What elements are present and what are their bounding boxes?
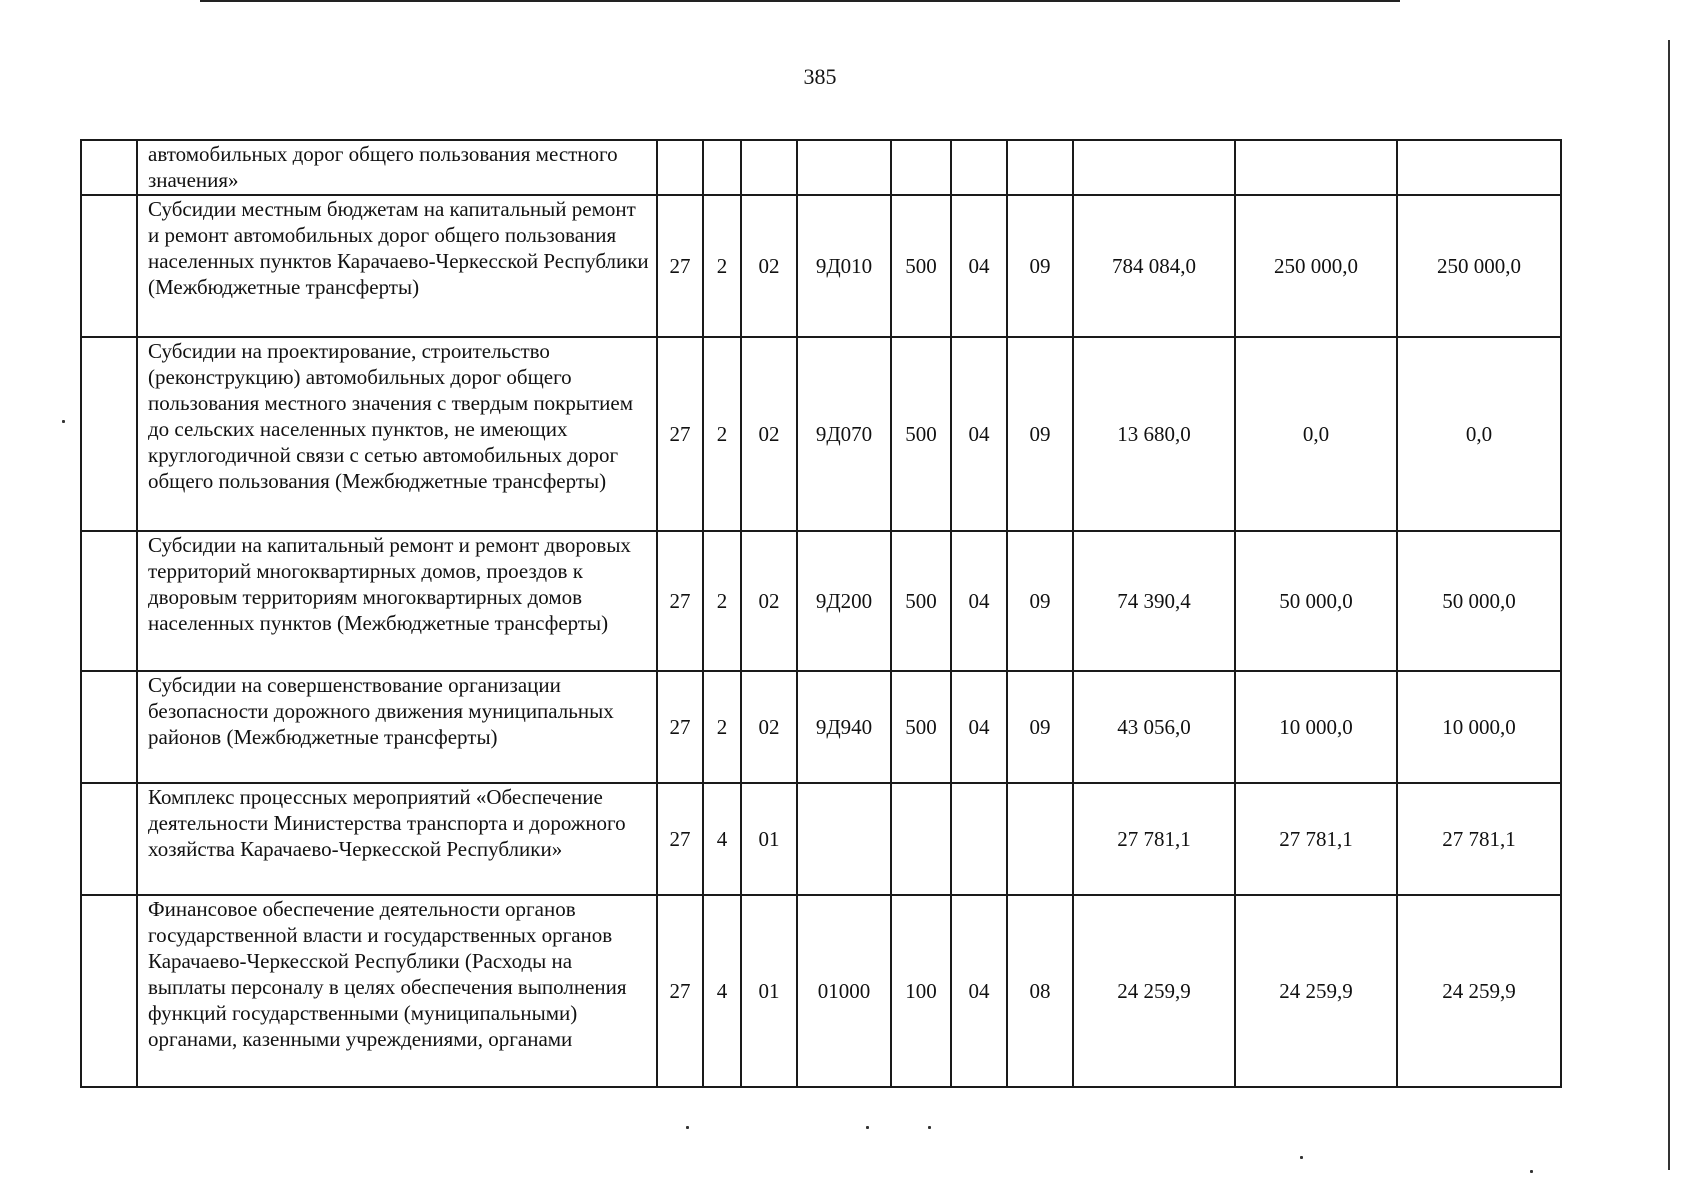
cell-v3: 0,0 <box>1397 337 1561 531</box>
cell-v2: 50 000,0 <box>1235 531 1397 671</box>
row-name-cell: Субсидии на капитальный ремонт и ремонт дворовых территорий многоквартирных домов, проездов к дворовым территориям многоквартирных домов населенных пунктов (Межбюджетные трансферты) <box>137 531 657 671</box>
cell-c4 <box>797 140 891 195</box>
table-body <box>81 140 1561 1087</box>
table-row <box>81 195 1561 337</box>
cell-c5: 500 <box>891 531 951 671</box>
cell-c2: 2 <box>703 671 741 783</box>
cell-c6 <box>951 140 1007 195</box>
budget-table <box>80 139 1562 1088</box>
cell-v3: 50 000,0 <box>1397 531 1561 671</box>
row-number-cell <box>81 783 137 895</box>
cell-c7: 09 <box>1007 671 1073 783</box>
cell-c6 <box>951 783 1007 895</box>
scan-speck <box>1300 1156 1303 1159</box>
scan-edge-right <box>1668 40 1670 1170</box>
cell-v3 <box>1397 140 1561 195</box>
cell-c5: 100 <box>891 895 951 1087</box>
cell-c1: 27 <box>657 531 703 671</box>
table-row <box>81 337 1561 531</box>
cell-v3: 250 000,0 <box>1397 195 1561 337</box>
cell-c2: 4 <box>703 895 741 1087</box>
cell-c4: 9Д200 <box>797 531 891 671</box>
cell-c3: 02 <box>741 671 797 783</box>
cell-c2: 2 <box>703 195 741 337</box>
row-name-cell: автомобильных дорог общего пользования местного значения» <box>137 140 657 195</box>
cell-c2: 2 <box>703 337 741 531</box>
cell-c3: 02 <box>741 531 797 671</box>
cell-c4: 9Д070 <box>797 337 891 531</box>
cell-c2: 2 <box>703 531 741 671</box>
cell-v1: 43 056,0 <box>1073 671 1235 783</box>
row-number-cell <box>81 195 137 337</box>
row-name-cell: Субсидии на совершенствование организации безопасности дорожного движения муниципальных районов (Межбюджетные трансферты) <box>137 671 657 783</box>
row-name-cell: Субсидии на проектирование, строительство (реконструкцию) автомобильных дорог общего пользования местного значения с твердым покрытием до сельских населенных пунктов, не имеющих круглогодичной связи с сетью автомобильных дорог общего пользования (Межбюджетные трансферты) <box>137 337 657 531</box>
row-name-cell: Финансовое обеспечение деятельности органов государственной власти и государственных органов Карачаево-Черкесской Республики (Расходы на выплаты персоналу в целях обеспечения выполнения функций государственными (муниципальными) органами, казенными учреждениями, органами <box>137 895 657 1087</box>
scan-speck <box>866 1126 869 1129</box>
table-row <box>81 531 1561 671</box>
page-number: 385 <box>803 64 837 89</box>
cell-c3 <box>741 140 797 195</box>
cell-c5 <box>891 140 951 195</box>
cell-c6: 04 <box>951 895 1007 1087</box>
cell-c2 <box>703 140 741 195</box>
cell-v1: 27 781,1 <box>1073 783 1235 895</box>
cell-c3: 01 <box>741 783 797 895</box>
cell-v3: 27 781,1 <box>1397 783 1561 895</box>
cell-c7: 09 <box>1007 531 1073 671</box>
cell-c6: 04 <box>951 531 1007 671</box>
cell-c6: 04 <box>951 671 1007 783</box>
cell-v1: 784 084,0 <box>1073 195 1235 337</box>
cell-c3: 02 <box>741 195 797 337</box>
cell-c7 <box>1007 783 1073 895</box>
table-row <box>81 671 1561 783</box>
cell-c1: 27 <box>657 783 703 895</box>
cell-c3: 02 <box>741 337 797 531</box>
cell-c1: 27 <box>657 195 703 337</box>
cell-c7: 09 <box>1007 337 1073 531</box>
cell-c5: 500 <box>891 337 951 531</box>
cell-v2: 0,0 <box>1235 337 1397 531</box>
cell-c6: 04 <box>951 337 1007 531</box>
scan-speck <box>1530 1170 1533 1173</box>
cell-c3: 01 <box>741 895 797 1087</box>
cell-v3: 10 000,0 <box>1397 671 1561 783</box>
cell-c5: 500 <box>891 671 951 783</box>
row-name-cell: Субсидии местным бюджетам на капитальный ремонт и ремонт автомобильных дорог общего пользования населенных пунктов Карачаево-Черкесской Республики (Межбюджетные трансферты) <box>137 195 657 337</box>
row-name-cell: Комплекс процессных мероприятий «Обеспечение деятельности Министерства транспорта и дорожного хозяйства Карачаево-Черкесской Республики» <box>137 783 657 895</box>
cell-c1 <box>657 140 703 195</box>
cell-v1: 13 680,0 <box>1073 337 1235 531</box>
cell-c4: 9Д940 <box>797 671 891 783</box>
cell-c5: 500 <box>891 195 951 337</box>
cell-c4: 01000 <box>797 895 891 1087</box>
cell-v2: 24 259,9 <box>1235 895 1397 1087</box>
row-number-cell <box>81 337 137 531</box>
cell-c7: 08 <box>1007 895 1073 1087</box>
cell-v1: 74 390,4 <box>1073 531 1235 671</box>
cell-c5 <box>891 783 951 895</box>
cell-c6: 04 <box>951 195 1007 337</box>
cell-c1: 27 <box>657 337 703 531</box>
cell-c4: 9Д010 <box>797 195 891 337</box>
table-row <box>81 783 1561 895</box>
scan-speck <box>928 1126 931 1129</box>
cell-v3: 24 259,9 <box>1397 895 1561 1087</box>
table-row <box>81 895 1561 1087</box>
cell-v1 <box>1073 140 1235 195</box>
row-number-cell <box>81 671 137 783</box>
cell-c2: 4 <box>703 783 741 895</box>
cell-v2: 250 000,0 <box>1235 195 1397 337</box>
scan-speck <box>62 420 65 423</box>
cell-c4 <box>797 783 891 895</box>
cell-v2 <box>1235 140 1397 195</box>
scan-edge-top <box>200 0 1400 2</box>
cell-c7: 09 <box>1007 195 1073 337</box>
table-row <box>81 140 1561 195</box>
cell-v2: 10 000,0 <box>1235 671 1397 783</box>
row-number-cell <box>81 140 137 195</box>
row-number-cell <box>81 531 137 671</box>
cell-v2: 27 781,1 <box>1235 783 1397 895</box>
cell-c1: 27 <box>657 671 703 783</box>
cell-c7 <box>1007 140 1073 195</box>
row-number-cell <box>81 895 137 1087</box>
cell-c1: 27 <box>657 895 703 1087</box>
scan-speck <box>686 1126 689 1129</box>
cell-v1: 24 259,9 <box>1073 895 1235 1087</box>
